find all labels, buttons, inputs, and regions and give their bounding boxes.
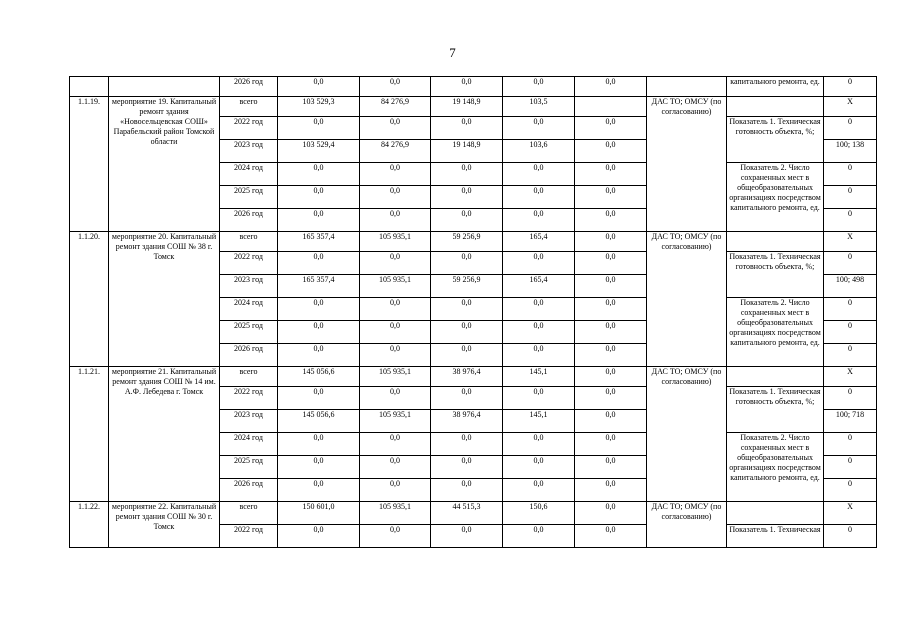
year-cell: 2024 год	[220, 433, 278, 456]
value-cell: 0,0	[360, 387, 431, 410]
year-cell: всего	[220, 367, 278, 387]
value-cell: 0,0	[575, 186, 647, 209]
table-row	[70, 232, 877, 252]
value-cell: 0,0	[575, 525, 647, 548]
value-cell: 103,6	[503, 140, 575, 163]
value-cell: 0,0	[278, 298, 360, 321]
indicator-cell	[727, 232, 824, 252]
value-cell: 0,0	[575, 140, 647, 163]
value-cell: 0,0	[360, 344, 431, 367]
value-cell: 59 256,9	[431, 232, 503, 252]
value-cell: 0,0	[360, 252, 431, 275]
year-cell: 2026 год	[220, 209, 278, 232]
target-value-cell: 100; 718	[824, 410, 877, 433]
value-cell: 19 148,9	[431, 140, 503, 163]
value-cell: 0,0	[360, 433, 431, 456]
value-cell: 0,0	[503, 321, 575, 344]
value-cell: 0,0	[503, 344, 575, 367]
page-number: 7	[449, 45, 456, 60]
value-cell: 103 529,4	[278, 140, 360, 163]
year-cell: 2022 год	[220, 525, 278, 548]
value-cell: 0,0	[575, 298, 647, 321]
table-row	[70, 97, 877, 117]
event-name-cell: мероприятие 19. Капитальный ремонт здания «Новосельцевская СОШ» Парабельский район Томской области	[109, 97, 220, 232]
value-cell: 0,0	[575, 252, 647, 275]
value-cell: 0,0	[503, 252, 575, 275]
value-cell: 0,0	[360, 163, 431, 186]
value-cell: 105 935,1	[360, 367, 431, 387]
value-cell: 0,0	[431, 387, 503, 410]
value-cell: 84 276,9	[360, 97, 431, 117]
target-value-cell: 0	[824, 117, 877, 140]
row-number-cell	[70, 77, 109, 97]
value-cell: 0,0	[278, 252, 360, 275]
year-cell: 2022 год	[220, 387, 278, 410]
value-cell: 0,0	[278, 77, 360, 97]
value-cell: 105 935,1	[360, 232, 431, 252]
indicator-cell: капитального ремонта, ед.	[727, 77, 824, 97]
year-cell: всего	[220, 97, 278, 117]
value-cell: 84 276,9	[360, 140, 431, 163]
year-cell: 2023 год	[220, 140, 278, 163]
year-cell: 2025 год	[220, 456, 278, 479]
value-cell: 59 256,9	[431, 275, 503, 298]
value-cell: 0,0	[503, 209, 575, 232]
value-cell: 0,0	[575, 232, 647, 252]
target-value-cell: Х	[824, 367, 877, 387]
value-cell: 0,0	[503, 117, 575, 140]
value-cell: 0,0	[431, 163, 503, 186]
value-cell: 0,0	[278, 186, 360, 209]
indicator-cell	[727, 502, 824, 525]
year-cell: 2025 год	[220, 321, 278, 344]
value-cell: 0,0	[360, 479, 431, 502]
executor-cell: ДАС ТО; ОМСУ (по согласованию)	[647, 367, 727, 502]
table-row	[70, 367, 877, 387]
value-cell: 0,0	[278, 525, 360, 548]
value-cell: 0,0	[575, 479, 647, 502]
value-cell: 0,0	[360, 525, 431, 548]
value-cell: 145 056,6	[278, 367, 360, 387]
target-value-cell: 0	[824, 387, 877, 410]
indicator-2-cell: Показатель 2. Число сохраненных мест в общеобразовательных организациях посредством капитального ремонта, ед.	[727, 433, 824, 502]
value-cell: 0,0	[575, 275, 647, 298]
target-value-cell: 0	[824, 433, 877, 456]
year-cell: всего	[220, 232, 278, 252]
value-cell: 0,0	[575, 344, 647, 367]
value-cell: 0,0	[503, 186, 575, 209]
value-cell: 0,0	[278, 321, 360, 344]
value-cell: 0,0	[575, 502, 647, 525]
table-body	[70, 77, 877, 548]
executor-cell: ДАС ТО; ОМСУ (по согласованию)	[647, 97, 727, 232]
value-cell	[575, 97, 647, 117]
target-value-cell: Х	[824, 502, 877, 525]
value-cell: 0,0	[575, 117, 647, 140]
value-cell: 0,0	[575, 209, 647, 232]
target-value-cell: Х	[824, 97, 877, 117]
year-cell: 2023 год	[220, 410, 278, 433]
event-name-cell: мероприятие 21. Капитальный ремонт здания СОШ № 14 им. А.Ф. Лебедева г. Томск	[109, 367, 220, 502]
value-cell: 0,0	[431, 525, 503, 548]
value-cell: 0,0	[360, 456, 431, 479]
target-value-cell: 0	[824, 186, 877, 209]
event-name-cell: мероприятие 20. Капитальный ремонт здания СОШ № 38 г. Томск	[109, 232, 220, 367]
value-cell: 0,0	[360, 186, 431, 209]
indicator-1-cell: Показатель 1. Техническая готовность объекта, %;	[727, 252, 824, 298]
value-cell: 145,1	[503, 367, 575, 387]
indicator-1-cell: Показатель 1. Техническая	[727, 525, 824, 548]
indicator-cell	[727, 367, 824, 387]
value-cell: 0,0	[431, 344, 503, 367]
value-cell: 105 935,1	[360, 275, 431, 298]
target-value-cell: 0	[824, 321, 877, 344]
event-name-cell: мероприятие 22. Капитальный ремонт здания СОШ № 30 г. Томск	[109, 502, 220, 548]
row-number-cell: 1.1.19.	[70, 97, 109, 232]
value-cell: 165,4	[503, 275, 575, 298]
year-cell: 2026 год	[220, 77, 278, 97]
value-cell: 0,0	[575, 456, 647, 479]
value-cell: 0,0	[575, 77, 647, 97]
value-cell: 0,0	[503, 479, 575, 502]
value-cell: 0,0	[360, 298, 431, 321]
value-cell: 0,0	[278, 433, 360, 456]
target-value-cell: 100; 138	[824, 140, 877, 163]
value-cell: 0,0	[360, 321, 431, 344]
value-cell: 0,0	[278, 387, 360, 410]
event-name-cell	[109, 77, 220, 97]
value-cell: 105 935,1	[360, 502, 431, 525]
year-cell: 2022 год	[220, 117, 278, 140]
value-cell: 0,0	[360, 209, 431, 232]
target-value-cell: 0	[824, 298, 877, 321]
value-cell: 0,0	[431, 456, 503, 479]
value-cell: 0,0	[360, 77, 431, 97]
value-cell: 0,0	[575, 163, 647, 186]
value-cell: 0,0	[431, 117, 503, 140]
value-cell: 0,0	[503, 525, 575, 548]
table-row	[70, 77, 877, 97]
value-cell: 0,0	[431, 321, 503, 344]
executor-cell: ДАС ТО; ОМСУ (по согласованию)	[647, 502, 727, 548]
value-cell: 0,0	[278, 479, 360, 502]
value-cell: 0,0	[431, 298, 503, 321]
indicator-1-cell: Показатель 1. Техническая готовность объекта, %;	[727, 117, 824, 163]
year-cell: всего	[220, 502, 278, 525]
value-cell: 150,6	[503, 502, 575, 525]
value-cell: 0,0	[503, 298, 575, 321]
value-cell: 44 515,3	[431, 502, 503, 525]
target-value-cell: 0	[824, 163, 877, 186]
value-cell: 0,0	[503, 456, 575, 479]
value-cell: 165,4	[503, 232, 575, 252]
year-cell: 2023 год	[220, 275, 278, 298]
value-cell: 103 529,3	[278, 97, 360, 117]
target-value-cell: 0	[824, 209, 877, 232]
value-cell: 0,0	[278, 456, 360, 479]
indicator-2-cell: Показатель 2. Число сохраненных мест в общеобразовательных организациях посредством капитального ремонта, ед.	[727, 298, 824, 367]
value-cell: 0,0	[575, 367, 647, 387]
executor-cell: ДАС ТО; ОМСУ (по согласованию)	[647, 232, 727, 367]
value-cell: 0,0	[278, 117, 360, 140]
value-cell: 0,0	[278, 344, 360, 367]
target-value-cell: 0	[824, 525, 877, 548]
value-cell: 0,0	[278, 163, 360, 186]
value-cell: 0,0	[278, 209, 360, 232]
value-cell: 0,0	[575, 387, 647, 410]
target-value-cell: 0	[824, 252, 877, 275]
budget-table	[69, 76, 877, 548]
value-cell: 19 148,9	[431, 97, 503, 117]
value-cell: 0,0	[431, 186, 503, 209]
value-cell: 165 357,4	[278, 275, 360, 298]
value-cell: 0,0	[360, 117, 431, 140]
target-value-cell: 0	[824, 456, 877, 479]
value-cell: 0,0	[575, 433, 647, 456]
value-cell: 0,0	[431, 252, 503, 275]
table-row	[70, 502, 877, 525]
indicator-1-cell: Показатель 1. Техническая готовность объекта, %;	[727, 387, 824, 433]
row-number-cell: 1.1.22.	[70, 502, 109, 548]
year-cell: 2026 год	[220, 479, 278, 502]
value-cell: 0,0	[503, 163, 575, 186]
value-cell: 0,0	[503, 433, 575, 456]
indicator-cell	[727, 97, 824, 117]
value-cell: 165 357,4	[278, 232, 360, 252]
value-cell: 105 935,1	[360, 410, 431, 433]
target-value-cell: 0	[824, 479, 877, 502]
target-value-cell: 0	[824, 344, 877, 367]
target-value-cell: 100; 498	[824, 275, 877, 298]
row-number-cell: 1.1.21.	[70, 367, 109, 502]
value-cell: 38 976,4	[431, 410, 503, 433]
executor-cell	[647, 77, 727, 97]
value-cell: 103,5	[503, 97, 575, 117]
value-cell: 38 976,4	[431, 367, 503, 387]
value-cell: 0,0	[503, 77, 575, 97]
target-value-cell: 0	[824, 77, 877, 97]
value-cell: 0,0	[431, 479, 503, 502]
target-value-cell: Х	[824, 232, 877, 252]
year-cell: 2026 год	[220, 344, 278, 367]
value-cell: 150 601,0	[278, 502, 360, 525]
year-cell: 2024 год	[220, 298, 278, 321]
value-cell: 145 056,6	[278, 410, 360, 433]
year-cell: 2025 год	[220, 186, 278, 209]
value-cell: 145,1	[503, 410, 575, 433]
indicator-2-cell: Показатель 2. Число сохраненных мест в общеобразовательных организациях посредством капитального ремонта, ед.	[727, 163, 824, 232]
value-cell: 0,0	[431, 433, 503, 456]
row-number-cell: 1.1.20.	[70, 232, 109, 367]
value-cell: 0,0	[431, 77, 503, 97]
year-cell: 2024 год	[220, 163, 278, 186]
value-cell: 0,0	[431, 209, 503, 232]
value-cell: 0,0	[575, 321, 647, 344]
value-cell: 0,0	[575, 410, 647, 433]
year-cell: 2022 год	[220, 252, 278, 275]
value-cell: 0,0	[503, 387, 575, 410]
